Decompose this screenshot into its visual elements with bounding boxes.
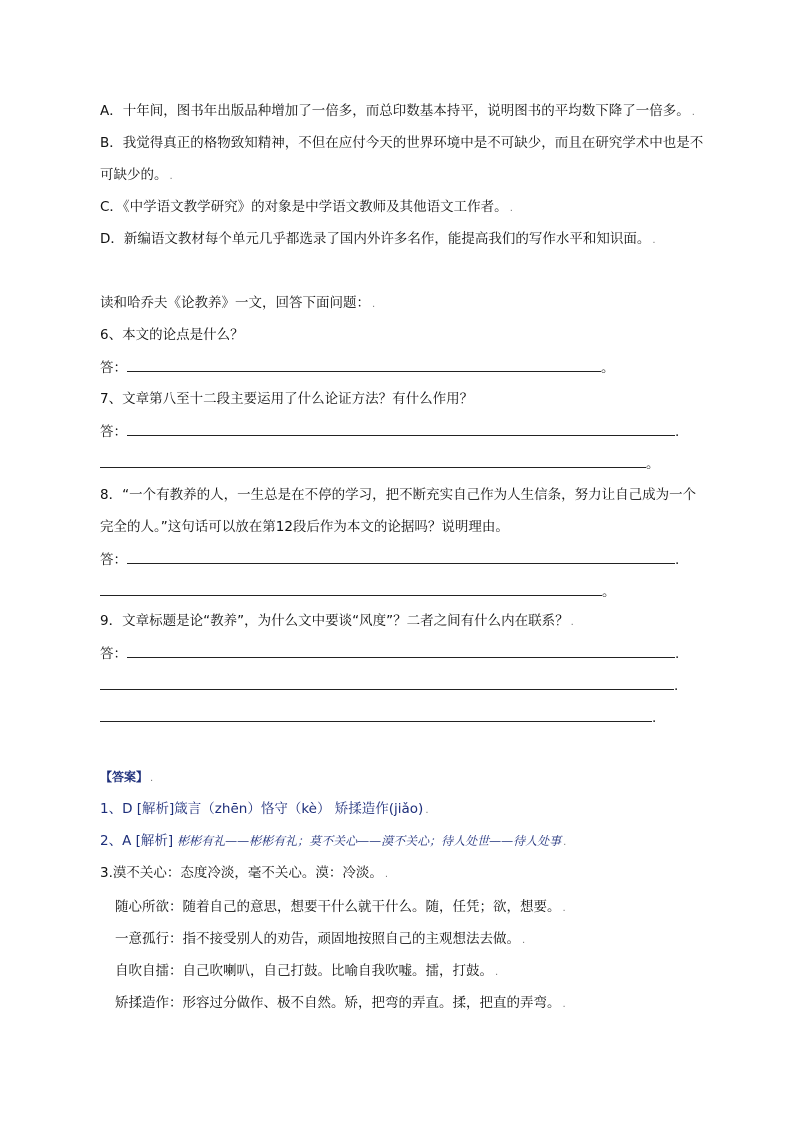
paragraph-mark: .	[509, 203, 513, 214]
answer-3-item5	[115, 994, 566, 1014]
answer-9-line2	[100, 676, 678, 695]
question-8-line2	[100, 518, 509, 536]
answer-3-item3-text: 一意孤行：指不接受别人的劝告，顽固地按照自己的主观想法去做。	[115, 931, 520, 947]
answer-3	[100, 864, 388, 884]
paragraph-mark: .	[495, 967, 499, 978]
option-c	[100, 198, 513, 218]
question-8-line1	[100, 486, 696, 504]
reading-intro-text: 读和哈乔夫《论教养》一文，回答下面问题：	[100, 295, 370, 311]
option-b-line2	[100, 166, 173, 186]
answer-heading	[100, 768, 153, 788]
answer-blank[interactable]	[100, 676, 674, 690]
period: 。	[602, 584, 616, 600]
answer-7-line2	[100, 454, 660, 473]
answer-3-item2-text: 随心所欲：随着自己的意思，想要干什么就干什么。随，任凭；欲，想要。	[115, 899, 561, 915]
question-6-text: 6、本文的论点是什么？	[100, 327, 244, 343]
period: 。	[601, 360, 615, 376]
answer-label: 答：	[100, 646, 127, 662]
paragraph-mark: .	[150, 773, 154, 784]
paragraph-mark: .	[169, 171, 173, 182]
answer-blank[interactable]	[100, 454, 646, 468]
option-d-text: D．新编语文教材每个单元几乎都选录了国内外许多名作，能提高我们的写作水平和知识面。	[100, 231, 651, 247]
answer-heading-text: 【答案】	[100, 770, 149, 784]
answer-blank[interactable]	[127, 550, 675, 564]
answer-label: 答：	[100, 424, 127, 440]
answer-2-prefix: 2、A [解析]	[100, 833, 174, 849]
option-b-line1	[100, 134, 703, 152]
period: .	[675, 424, 680, 440]
answer-2-text: 彬彬有礼——彬彬有礼；莫不关心——漠不关心；待人处世——待人处事	[177, 834, 562, 848]
answer-blank[interactable]	[127, 422, 675, 436]
question-6	[100, 326, 244, 344]
paragraph-mark: .	[384, 869, 389, 880]
period: .	[675, 646, 680, 662]
option-d	[100, 230, 656, 250]
paragraph-mark: .	[652, 235, 656, 246]
period: 。	[646, 456, 660, 472]
paragraph-mark: .	[691, 107, 695, 118]
answer-6-line	[100, 358, 615, 377]
answer-3-item4-text: 自吹自擂：自己吹喇叭，自己打鼓。比喻自我吹嘘。擂，打鼓。	[115, 963, 493, 979]
option-a-text: A．十年间，图书年出版品种增加了一倍多，而总印数基本持平，说明图书的平均数下降了一倍多。	[100, 103, 690, 119]
question-8-text-cont: 完全的人。”这句话可以放在第12段后作为本文的论据吗？说明理由。	[100, 519, 509, 535]
option-c-text: C．《中学语文教学研究》的对象是中学语文教师及其他语文工作者。	[100, 199, 508, 215]
answer-9-line1	[100, 644, 679, 663]
question-7-text: 7、文章第八至十二段主要运用了什么论证方法？有什么作用？	[100, 391, 474, 407]
answer-3-item4	[115, 962, 498, 982]
answer-3-text: 3.漠不关心：态度冷淡，毫不关心。漠：冷淡。	[100, 865, 383, 881]
paragraph-mark: .	[425, 805, 429, 816]
question-9	[100, 612, 574, 632]
answer-3-item2	[115, 898, 566, 918]
answer-blank[interactable]	[127, 358, 601, 372]
answer-3-item5-text: 矫揉造作：形容过分做作、极不自然。矫，把弯的弄直。揉，把直的弄弯。	[115, 995, 561, 1011]
answer-1	[100, 800, 429, 820]
answer-blank[interactable]	[127, 644, 675, 658]
question-9-text: 9．文章标题是论“教养”，为什么文中要谈“风度”？二者之间有什么内在联系？	[100, 613, 569, 629]
option-b-text: B．我觉得真正的格物致知精神，不但在应付今天的世界环境中是不可缺少，而且在研究学术中也是不	[100, 135, 704, 151]
answer-7-line1	[100, 422, 679, 441]
option-b-text-cont: 可缺少的。	[100, 167, 168, 183]
answer-1-text: 1、D [解析]箴言（zhēn）恪守（kè） 矫揉造作(jiǎo)	[100, 801, 424, 817]
paragraph-mark: .	[563, 837, 567, 848]
period: .	[674, 678, 679, 694]
option-a	[100, 102, 695, 122]
answer-9-line3	[100, 708, 656, 727]
answer-blank[interactable]	[100, 582, 602, 596]
question-8-text: 8．“一个有教养的人，一生总是在不停的学习，把不断充实自己作为人生信条，努力让自己成为一个	[100, 487, 697, 503]
answer-3-item3	[115, 930, 525, 950]
paragraph-mark: .	[562, 903, 566, 914]
question-7	[100, 390, 473, 408]
period: .	[675, 552, 680, 568]
paragraph-mark: .	[562, 999, 566, 1010]
period: .	[652, 710, 657, 726]
answer-2	[100, 832, 566, 852]
paragraph-mark: .	[570, 617, 574, 628]
answer-8-line2	[100, 582, 616, 601]
answer-label: 答：	[100, 360, 127, 376]
answer-label: 答：	[100, 552, 127, 568]
answer-blank[interactable]	[100, 708, 652, 722]
paragraph-mark: .	[522, 935, 526, 946]
reading-intro	[100, 294, 375, 314]
paragraph-mark: .	[372, 299, 376, 310]
answer-8-line1	[100, 550, 679, 569]
